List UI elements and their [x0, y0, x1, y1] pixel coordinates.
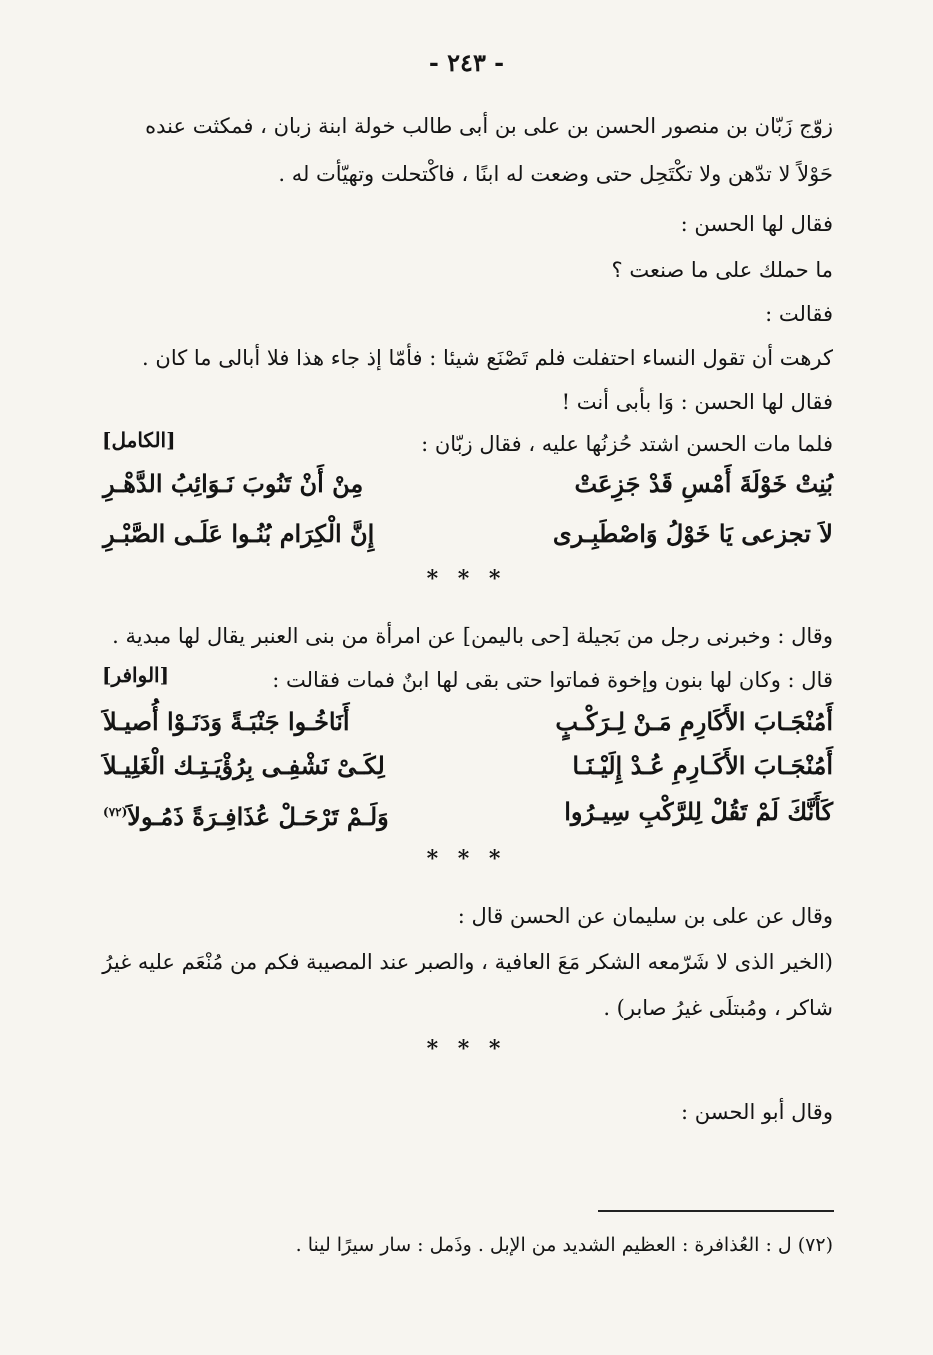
- poem2-verse3: [103, 794, 833, 830]
- poem1-verse1: [103, 466, 833, 502]
- poem1-verse1-first-hemistich: بُنِتْ خَوْلَةَ أَمْسِ قَدْ جَزِعَتْ: [574, 469, 833, 498]
- poem2-verse3-first-hemistich: كَأَنَّكَ لَمْ تَقُلْ لِلرَّكْبِ سِيـرُوا: [564, 797, 833, 826]
- meter-label-wafir: [الوافر]: [102, 663, 170, 687]
- poem2-verse2-second-hemistich: لِكَـىْ نَشْفِـى بِرُؤْيَـتِـك الْغَلِيـلاَ: [103, 751, 385, 780]
- dialogue-line2: ما حملك على ما صنعت ؟: [611, 258, 833, 282]
- dialogue-line5: فقال لها الحسن : وَا بأبى أنت !: [561, 390, 833, 414]
- footnote-divider: [598, 1210, 834, 1212]
- section-separator-1: * * *: [426, 566, 507, 592]
- poem2-verse1: [103, 704, 833, 740]
- dialogue-line1: فقال لها الحسن :: [680, 212, 833, 236]
- para3-line1: وقال عن على بن سليمان عن الحسن قال :: [457, 904, 833, 928]
- para1-line2: حَوْلاً لا تدّهن ولا تكْتَحِل حتى وضعت له ابنًا ، فاكْتحلت وتهيّأت له .: [278, 162, 833, 186]
- para1-line1: زوّج زَبّان بن منصور الحسن بن على بن أبى طالب خولة ابنة زبان ، فمكثت عنده: [145, 114, 833, 138]
- poem2-verse2: [103, 748, 833, 784]
- footnote-72: (٧٢) ل : العُذافرة : العظيم الشديد من الإبل . وذَمل : سار سيرًا لينا .: [295, 1234, 833, 1256]
- poem2-verse2-first-hemistich: أَمُنْجَـابَ الأَكَـارِمِ عُـدْ إِلَيْـنَـا: [572, 751, 833, 780]
- poem1-verse2-second-hemistich: إِنَّ الْكِرَام بُنُـوا عَلَـى الصَّبْـرِ: [103, 519, 375, 548]
- page-number: - ٢٤٣ -: [428, 48, 505, 77]
- dialogue-line4: كرهت أن تقول النساء احتفلت فلم تَصْنَع شيئا : فأمّا إذ جاء هذا فلا أبالى ما كان .: [142, 346, 833, 370]
- para2-line1: وقال : وخبرنى رجل من بَجيلة [حى باليمن] عن امرأة من بنى العنبر يقال لها مبدية .: [112, 624, 833, 648]
- meter-label-kamil: [الكامل]: [102, 428, 176, 452]
- verse-text: وَلَـمْ تَرْحَـلْ عُذَافِـرَةً ذَمُـولاَ: [127, 802, 389, 831]
- para3-line2: (الخير الذى لا شَرّمعه الشكر مَعَ العافية ، والصبر عند المصيبة فكم من مُنْعَم عليه غيرُ: [102, 950, 833, 974]
- dialogue-line6: فلما مات الحسن اشتد حُزنُها عليه ، فقال زبّان :: [421, 432, 833, 456]
- poem1-verse1-second-hemistich: مِنْ أَنْ تَنُوبَ نَـوَائِبُ الدَّهْـرِ: [103, 469, 364, 498]
- poem1-verse2-first-hemistich: لاَ تجزعى يَا خَوْلُ وَاصْطَبِـرى: [552, 519, 833, 548]
- section-separator-2: * * *: [426, 846, 507, 872]
- para3-line3: شاكر ، ومُبتلَى غيرُ صابر) .: [603, 996, 833, 1020]
- footnote-reference: (٧٢): [103, 805, 128, 819]
- dialogue-line3: فقالت :: [765, 302, 833, 326]
- poem1-verse2: [103, 516, 833, 552]
- para2-line2: قال : وكان لها بنون وإخوة فماتوا حتى بقى لها ابنٌ فمات فقالت :: [272, 668, 833, 692]
- para4-line1: وقال أبو الحسن :: [681, 1100, 833, 1124]
- poem2-verse1-first-hemistich: أَمُنْجَـابَ الأَكَارِمِ مَـنْ لِـرَكْـبٍ: [555, 707, 833, 736]
- poem2-verse1-second-hemistich: أَنَاخُـوا جَنْبَـةً وَدَنَـوْا أُصيـلاَ: [103, 707, 350, 736]
- section-separator-3: * * *: [426, 1036, 507, 1062]
- poem2-verse3-second-hemistich: [103, 794, 389, 835]
